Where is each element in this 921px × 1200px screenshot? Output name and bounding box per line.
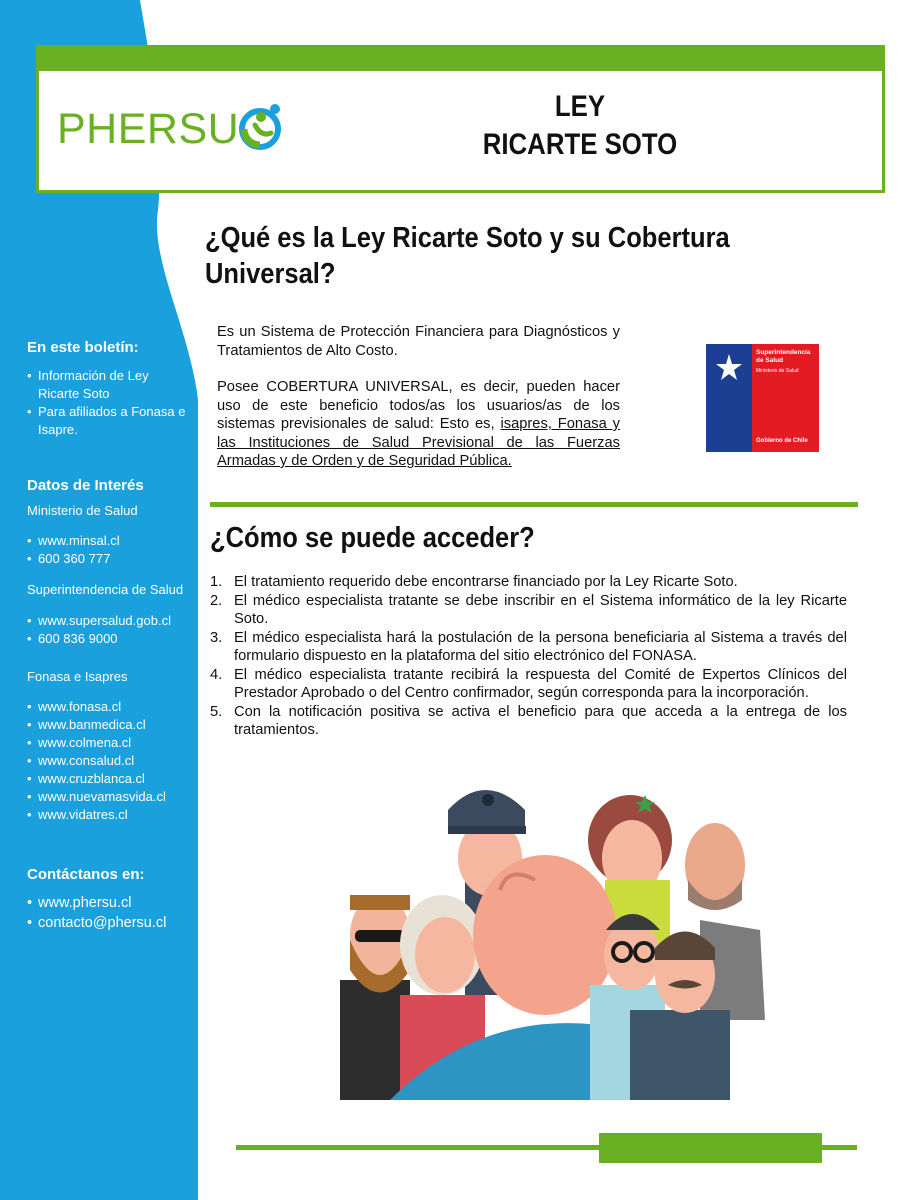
step-number: 3. <box>210 629 223 646</box>
website-link[interactable]: • www.phersu.cl <box>27 893 190 913</box>
email-link[interactable]: • contacto@phersu.cl <box>27 913 190 933</box>
section1-heading-line1: ¿Qué es la Ley Ricarte Soto y su Cobertura <box>205 222 730 254</box>
sidebar <box>0 330 190 933</box>
section-divider <box>210 502 858 507</box>
badge-bottom: Gobierno de Chile <box>756 438 808 444</box>
step-text: El médico especialista tratante recibirá la respuesta del Comité de Expertos Clínicos del Prestador Aprobado o del Centro confirmador, según corresponda para la incorporación. <box>234 666 847 701</box>
section1-heading-line2: Universal? <box>205 258 336 290</box>
title-line-2: RICARTE SOTO <box>482 128 678 161</box>
nuevamasvida-link[interactable]: • www.nuevamasvida.cl <box>27 788 190 806</box>
header-green-bar <box>36 45 885 71</box>
contact-title: Contáctanos en: <box>27 866 145 883</box>
step-item <box>210 592 847 629</box>
section2-heading: ¿Cómo se puede acceder? <box>210 522 535 554</box>
boletin-item: • Para afiliados a Fonasa e Isapre. <box>27 403 190 439</box>
boletin-list <box>0 367 190 439</box>
minsal-phone: • 600 360 777 <box>27 550 190 568</box>
title-line-1: LEY <box>554 90 606 123</box>
phersu-logo-icon <box>237 103 283 151</box>
step-text: El tratamiento requerido debe encontrarse financiado por la Ley Ricarte Soto. <box>234 574 738 590</box>
super-phone: • 600 836 9000 <box>27 630 190 648</box>
banmedica-link[interactable]: • www.banmedica.cl <box>27 716 190 734</box>
boletin-title: En este boletín: <box>27 339 139 356</box>
badge-line2: de Salud <box>756 357 784 364</box>
steps-list <box>210 573 847 740</box>
super-title: Superintendencia de Salud <box>27 582 184 597</box>
step-item <box>210 703 847 740</box>
fonasa-title: Fonasa e Isapres <box>27 669 128 684</box>
fonasa-list <box>0 698 190 824</box>
logo-text: PHERSU <box>57 105 240 153</box>
section1-para2-text: Posee COBERTURA UNIVERSAL, es decir, pueden hacer uso de este beneficio todos/as los usuarios/as de los sistemas previsionales de salud: Esto es, <box>217 379 620 432</box>
step-number: 2. <box>210 592 223 609</box>
step-number: 5. <box>210 703 223 720</box>
hipster-figure <box>340 895 410 1100</box>
boletin-item: • Información de Ley Ricarte Soto <box>27 367 190 403</box>
section1-body <box>217 323 620 489</box>
footer-green-block <box>599 1133 822 1163</box>
colmena-link[interactable]: • www.colmena.cl <box>27 734 190 752</box>
step-number: 1. <box>210 574 223 590</box>
step-item <box>210 573 847 592</box>
step-text: El médico especialista hará la postulación de la persona beneficiaria al Sistema a través del formulario dispuesto en la plataforma del sitio electrónico del FONASA. <box>234 629 847 664</box>
section1-para1: Es un Sistema de Protección Financiera para Diagnósticos y Tratamientos de Alto Costo. <box>217 324 620 359</box>
step-item <box>210 629 847 666</box>
super-list <box>0 612 190 648</box>
people-illustration <box>330 770 770 1100</box>
consalud-link[interactable]: • www.consalud.cl <box>27 752 190 770</box>
minsal-title: Ministerio de Salud <box>27 503 138 518</box>
datos-title: Datos de Interés <box>27 477 144 494</box>
superintendencia-logo <box>706 344 819 452</box>
minsal-link[interactable]: • www.minsal.cl <box>27 532 190 550</box>
step-text: El médico especialista tratante se debe inscribir en el Sistema informático de la ley Ricarte Soto. <box>234 592 847 627</box>
contact-list <box>0 893 190 933</box>
cruzblanca-link[interactable]: • www.cruzblanca.cl <box>27 770 190 788</box>
super-link[interactable]: • www.supersalud.gob.cl <box>27 612 190 630</box>
badge-line1: Superintendencia <box>756 349 811 356</box>
step-number: 4. <box>210 666 223 683</box>
section1-heading <box>205 220 730 292</box>
step-item <box>210 666 847 703</box>
vidatres-link[interactable]: • www.vidatres.cl <box>27 806 190 824</box>
step-text: Con la notificación positiva se activa el beneficio para que acceda a la entrega de los tratamientos. <box>234 703 847 738</box>
badge-line3: Ministerio de Salud <box>756 368 799 374</box>
section1-para2-underlined: isapres, Fonasa y las Instituciones de Salud Previsional de las Fuerzas Armadas y de Orden y de Seguridad Pública. <box>217 416 620 469</box>
section1-para2 <box>217 378 620 471</box>
minsal-list <box>0 532 190 568</box>
fonasa-link[interactable]: • www.fonasa.cl <box>27 698 190 716</box>
page-title <box>451 88 709 164</box>
